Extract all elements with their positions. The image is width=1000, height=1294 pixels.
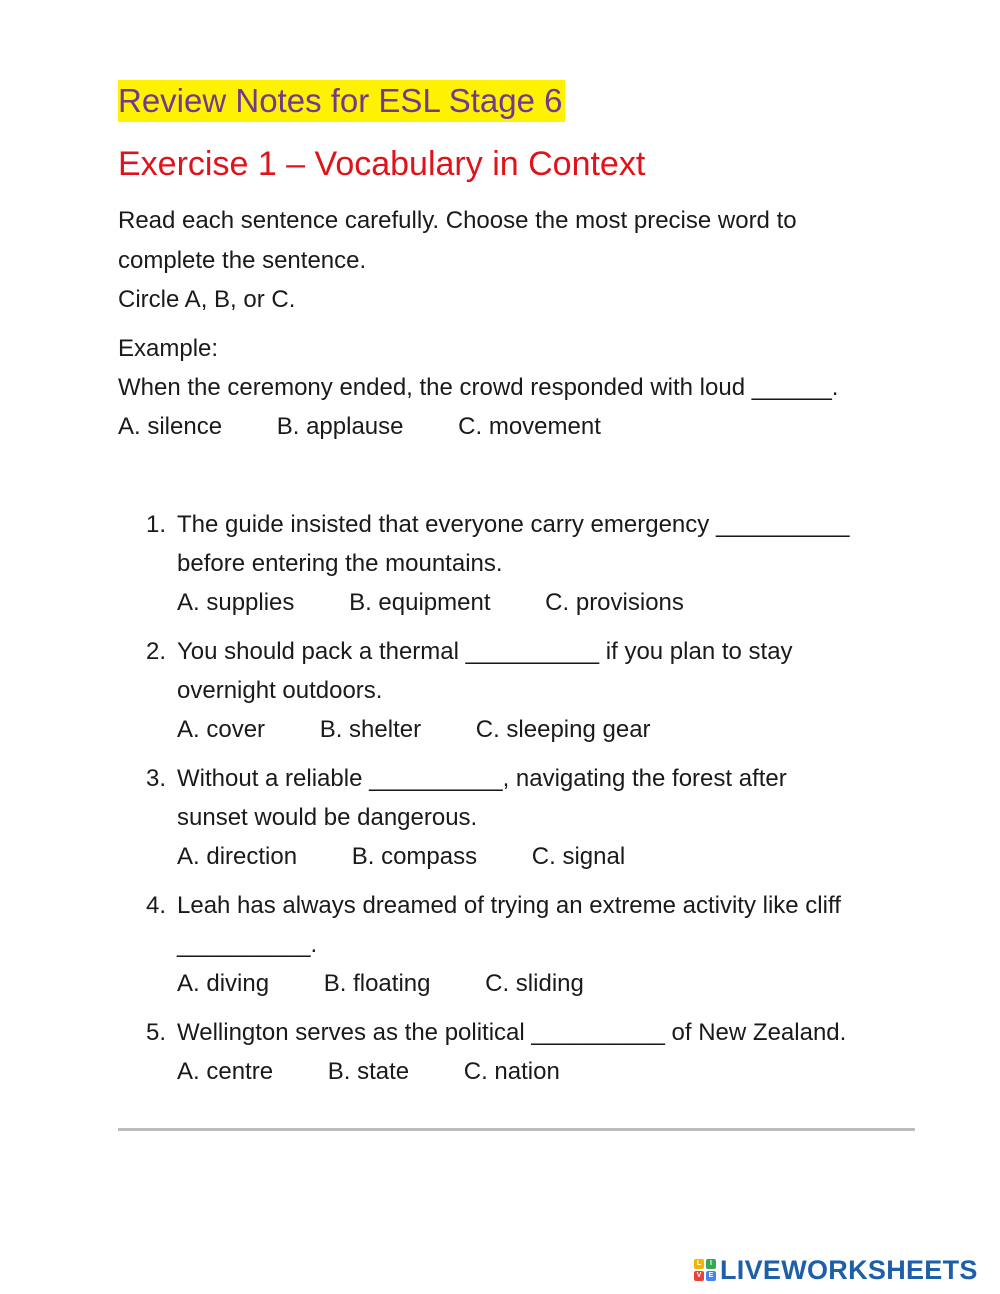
instructions-line-2: complete the sentence.	[118, 247, 367, 274]
question-4-number: 4.	[146, 892, 167, 919]
question-3-options	[177, 842, 625, 872]
question-3-text-line-1: Without a reliable __________, navigating the forest after	[177, 765, 787, 792]
brand-icon-tile-i: I	[706, 1259, 716, 1269]
question-4-option-c[interactable]: C. sliding	[485, 970, 584, 997]
page-title: Review Notes for ESL Stage 6	[118, 80, 565, 122]
question-4-options	[177, 969, 584, 999]
question-1-text-line-2: before entering the mountains.	[177, 550, 503, 577]
section-divider	[118, 1128, 915, 1131]
question-2-option-a[interactable]: A. cover	[177, 716, 266, 743]
question-3-option-a[interactable]: A. direction	[177, 843, 298, 870]
example-option-a[interactable]: A. silence	[118, 413, 223, 440]
question-1-number: 1.	[146, 511, 167, 538]
question-2-options	[177, 715, 651, 745]
question-5-option-c[interactable]: C. nation	[463, 1058, 560, 1085]
example-option-c[interactable]: C. movement	[458, 413, 601, 440]
question-3-text-line-2: sunset would be dangerous.	[177, 804, 478, 831]
brand-logo[interactable]	[694, 1255, 978, 1285]
question-4-option-b[interactable]: B. floating	[323, 970, 431, 997]
question-2-option-c[interactable]: C. sleeping gear	[475, 716, 651, 743]
example-label: Example:	[118, 335, 219, 362]
question-1-options	[177, 588, 684, 618]
question-1-option-a[interactable]: A. supplies	[177, 589, 295, 616]
question-3-number: 3.	[146, 765, 167, 792]
question-3-option-c[interactable]: C. signal	[531, 843, 626, 870]
question-5-number: 5.	[146, 1019, 167, 1046]
question-5-option-b[interactable]: B. state	[327, 1058, 410, 1085]
example-option-b[interactable]: B. applause	[276, 413, 404, 440]
brand-text: LIVEWORKSHEETS	[720, 1254, 978, 1285]
brand-icon-tile-l: L	[694, 1259, 704, 1269]
question-5-option-a[interactable]: A. centre	[177, 1058, 274, 1085]
question-4-text-line-1: Leah has always dreamed of trying an extreme activity like cliff	[177, 892, 841, 919]
question-4-text-line-2: __________.	[177, 931, 318, 958]
example-options	[118, 412, 601, 442]
question-5-options	[177, 1057, 560, 1087]
question-1-text-line-1: The guide insisted that everyone carry emergency __________	[177, 511, 850, 538]
question-1-option-c[interactable]: C. provisions	[545, 589, 684, 616]
question-2-number: 2.	[146, 638, 167, 665]
exercise-title: Exercise 1 – Vocabulary in Context	[118, 145, 646, 183]
question-5-text-line-1: Wellington serves as the political __________ of New Zealand.	[177, 1019, 847, 1046]
question-2-text-line-1: You should pack a thermal __________ if you plan to stay	[177, 638, 793, 665]
liveworksheets-icon	[694, 1259, 716, 1281]
question-2-text-line-2: overnight outdoors.	[177, 677, 383, 704]
question-4-option-a[interactable]: A. diving	[177, 970, 270, 997]
instructions-line-3: Circle A, B, or C.	[118, 286, 296, 313]
question-3-option-b[interactable]: B. compass	[351, 843, 478, 870]
example-sentence: When the ceremony ended, the crowd responded with loud ______.	[118, 374, 839, 401]
question-1-option-b[interactable]: B. equipment	[349, 589, 491, 616]
brand-icon-tile-v: V	[694, 1271, 704, 1281]
question-2-option-b[interactable]: B. shelter	[319, 716, 422, 743]
brand-icon-tile-e: E	[706, 1271, 716, 1281]
instructions-line-1: Read each sentence carefully. Choose the most precise word to	[118, 207, 797, 234]
